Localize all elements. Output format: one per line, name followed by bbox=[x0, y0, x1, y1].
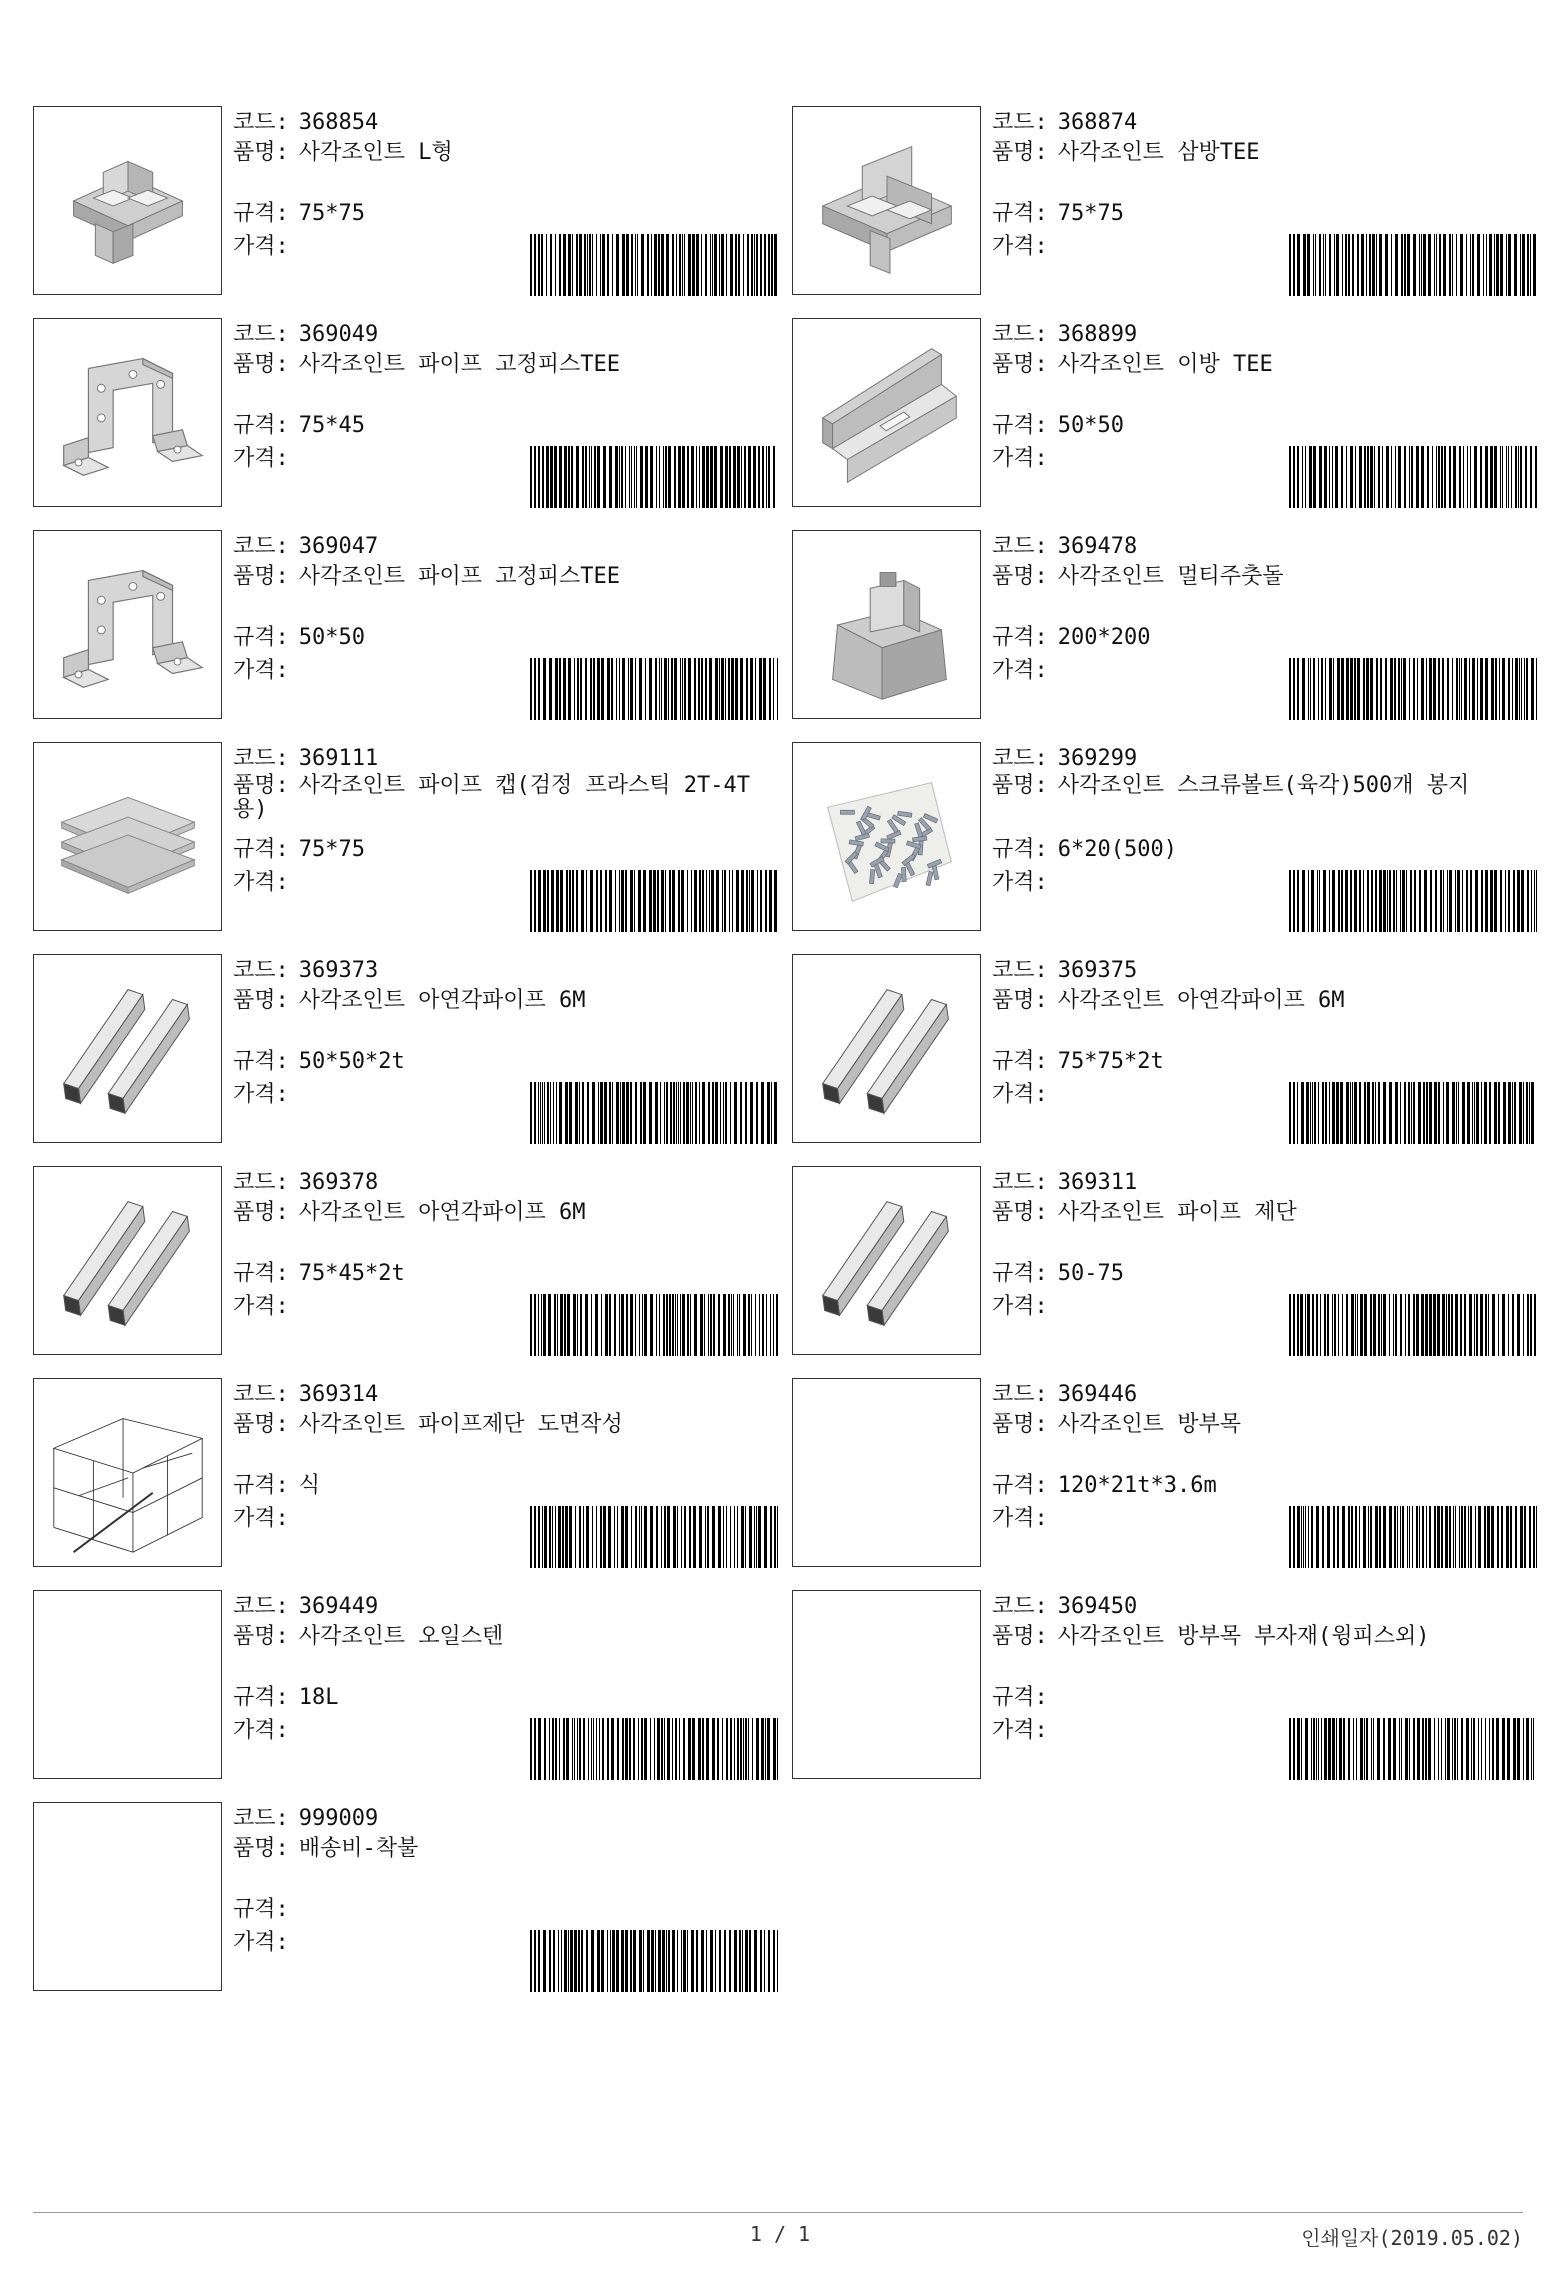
product-name: 사각조인트 방부목 부자재(윙피스외) bbox=[1057, 1624, 1430, 1649]
spec-row bbox=[233, 623, 365, 652]
product-spec: 18L bbox=[298, 1685, 339, 1710]
spec-row bbox=[992, 1471, 1217, 1500]
product-card bbox=[33, 1166, 778, 1358]
code-row bbox=[992, 1380, 1137, 1409]
name-label: 품명: bbox=[233, 773, 289, 798]
product-code: 999009 bbox=[298, 1806, 379, 1831]
product-card bbox=[792, 530, 1537, 722]
name-row bbox=[233, 1198, 778, 1227]
price-label: 가격: bbox=[233, 1294, 289, 1319]
name-row bbox=[233, 774, 778, 822]
spec-label: 규격: bbox=[233, 1261, 289, 1286]
spec-row bbox=[233, 835, 365, 864]
code-row bbox=[233, 320, 378, 349]
product-name: 사각조인트 스크류볼트(육각)500개 봉지 bbox=[1057, 773, 1470, 798]
product-thumbnail bbox=[33, 1378, 222, 1567]
spec-row bbox=[992, 1259, 1124, 1288]
name-label: 품명: bbox=[992, 1412, 1048, 1437]
spec-row bbox=[992, 1047, 1164, 1076]
product-code: 368899 bbox=[1057, 322, 1138, 347]
code-label: 코드: bbox=[992, 1170, 1048, 1195]
page-number: 1 / 1 bbox=[749, 2222, 811, 2246]
code-label: 코드: bbox=[233, 1382, 289, 1407]
product-thumbnail bbox=[792, 106, 981, 295]
code-row bbox=[992, 1168, 1137, 1197]
product-spec: 50*50 bbox=[1057, 413, 1124, 438]
product-name: 배송비-착불 bbox=[298, 1836, 419, 1861]
product-spec: 50-75 bbox=[1057, 1261, 1124, 1286]
product-spec: 120*21t*3.6m bbox=[1057, 1473, 1217, 1498]
name-row bbox=[992, 774, 1537, 798]
product-spec: 75*75 bbox=[298, 201, 365, 226]
spec-label: 규격: bbox=[233, 1685, 289, 1710]
price-label: 가격: bbox=[992, 870, 1048, 895]
barcode bbox=[530, 870, 778, 932]
barcode bbox=[1289, 1506, 1537, 1568]
product-code: 369446 bbox=[1057, 1382, 1138, 1407]
spec-label: 규격: bbox=[233, 837, 289, 862]
product-card bbox=[33, 1378, 778, 1570]
product-name: 사각조인트 오일스텐 bbox=[298, 1624, 504, 1649]
name-row bbox=[233, 138, 778, 167]
code-row bbox=[992, 532, 1137, 561]
name-row bbox=[233, 986, 778, 1015]
product-name: 사각조인트 파이프 고정피스TEE bbox=[298, 564, 621, 589]
product-card bbox=[792, 1378, 1537, 1570]
barcode bbox=[530, 234, 778, 296]
product-card bbox=[33, 954, 778, 1146]
price-row bbox=[992, 232, 1058, 261]
barcode bbox=[530, 1930, 778, 1992]
product-code: 369375 bbox=[1057, 958, 1138, 983]
barcode bbox=[1289, 234, 1537, 296]
name-row bbox=[992, 986, 1537, 1015]
name-row bbox=[233, 1410, 778, 1439]
name-row bbox=[233, 350, 778, 379]
product-spec: 200*200 bbox=[1057, 625, 1151, 650]
spec-row bbox=[992, 623, 1150, 652]
name-label: 품명: bbox=[992, 564, 1048, 589]
code-label: 코드: bbox=[233, 1806, 289, 1831]
price-row bbox=[233, 868, 299, 897]
spec-row bbox=[233, 1471, 320, 1500]
spec-label: 규격: bbox=[992, 201, 1048, 226]
product-thumbnail bbox=[33, 106, 222, 295]
product-name: 사각조인트 파이프 캡(검정 프라스틱 2T-4T용) bbox=[233, 773, 750, 822]
spec-label: 규격: bbox=[233, 1897, 289, 1922]
code-row bbox=[233, 108, 378, 137]
code-label: 코드: bbox=[992, 1382, 1048, 1407]
product-thumbnail bbox=[33, 742, 222, 931]
code-row bbox=[992, 108, 1137, 137]
code-row bbox=[233, 744, 378, 773]
product-thumbnail bbox=[33, 954, 222, 1143]
price-label: 가격: bbox=[233, 446, 289, 471]
price-label: 가격: bbox=[992, 1294, 1048, 1319]
square-pipe-icon bbox=[34, 955, 221, 1142]
barcode bbox=[1289, 658, 1537, 720]
fixing-clip-icon bbox=[34, 531, 221, 718]
spec-row bbox=[992, 835, 1177, 864]
price-label: 가격: bbox=[233, 1506, 289, 1531]
barcode bbox=[1289, 1082, 1537, 1144]
product-name: 사각조인트 파이프 고정피스TEE bbox=[298, 352, 621, 377]
barcode bbox=[530, 1718, 778, 1780]
name-row bbox=[233, 1834, 778, 1863]
price-label: 가격: bbox=[992, 1506, 1048, 1531]
code-row bbox=[992, 956, 1137, 985]
code-label: 코드: bbox=[233, 110, 289, 135]
code-row bbox=[992, 320, 1137, 349]
spec-label: 규격: bbox=[233, 413, 289, 438]
name-label: 품명: bbox=[233, 1412, 289, 1437]
product-spec: 50*50*2t bbox=[298, 1049, 405, 1074]
spec-label: 규격: bbox=[233, 1049, 289, 1074]
name-label: 품명: bbox=[992, 773, 1048, 798]
code-row bbox=[233, 1380, 378, 1409]
spec-label: 규격: bbox=[992, 1261, 1048, 1286]
spec-label: 규격: bbox=[992, 413, 1048, 438]
product-thumbnail bbox=[792, 530, 981, 719]
code-row bbox=[233, 1804, 378, 1833]
product-thumbnail bbox=[792, 318, 981, 507]
barcode bbox=[530, 658, 778, 720]
product-thumbnail bbox=[33, 1802, 222, 1991]
price-row bbox=[233, 444, 299, 473]
product-card bbox=[33, 318, 778, 510]
product-spec: 50*50 bbox=[298, 625, 365, 650]
product-code: 369047 bbox=[298, 534, 379, 559]
price-row bbox=[992, 868, 1058, 897]
name-row bbox=[992, 1622, 1537, 1651]
spec-label: 규격: bbox=[992, 1473, 1048, 1498]
spec-label: 규격: bbox=[992, 625, 1048, 650]
spec-row bbox=[992, 411, 1124, 440]
price-label: 가격: bbox=[992, 1718, 1048, 1743]
product-thumbnail bbox=[792, 1378, 981, 1567]
price-row bbox=[233, 1928, 299, 1957]
product-name: 사각조인트 삼방TEE bbox=[1057, 140, 1260, 165]
spec-row bbox=[233, 1259, 405, 1288]
code-label: 코드: bbox=[992, 1594, 1048, 1619]
name-label: 품명: bbox=[233, 352, 289, 377]
name-row bbox=[992, 562, 1537, 591]
square-pipe-icon bbox=[793, 1167, 980, 1354]
barcode bbox=[1289, 1718, 1537, 1780]
price-label: 가격: bbox=[233, 658, 289, 683]
product-thumbnail bbox=[792, 1590, 981, 1779]
footer-divider bbox=[33, 2212, 1523, 2213]
product-name: 사각조인트 아연각파이프 6M bbox=[1057, 988, 1345, 1013]
price-row bbox=[233, 1504, 299, 1533]
code-label: 코드: bbox=[992, 534, 1048, 559]
product-code: 368854 bbox=[298, 110, 379, 135]
price-row bbox=[992, 1716, 1058, 1745]
name-label: 품명: bbox=[233, 1200, 289, 1225]
name-label: 품명: bbox=[233, 1836, 289, 1861]
name-label: 품명: bbox=[233, 988, 289, 1013]
price-label: 가격: bbox=[233, 1718, 289, 1743]
product-code: 369449 bbox=[298, 1594, 379, 1619]
product-code: 369049 bbox=[298, 322, 379, 347]
price-row bbox=[992, 1504, 1058, 1533]
product-card bbox=[792, 954, 1537, 1146]
code-label: 코드: bbox=[233, 322, 289, 347]
product-spec: 75*45*2t bbox=[298, 1261, 405, 1286]
spec-row bbox=[233, 199, 365, 228]
code-row bbox=[233, 1168, 378, 1197]
barcode bbox=[530, 1294, 778, 1356]
spec-label: 규격: bbox=[992, 1049, 1048, 1074]
product-name: 사각조인트 파이프제단 도면작성 bbox=[298, 1412, 623, 1437]
price-label: 가격: bbox=[233, 234, 289, 259]
product-card bbox=[792, 1590, 1537, 1782]
price-row bbox=[233, 656, 299, 685]
name-row bbox=[992, 138, 1537, 167]
barcode bbox=[530, 1082, 778, 1144]
product-name: 사각조인트 아연각파이프 6M bbox=[298, 988, 586, 1013]
spec-label: 규격: bbox=[992, 1685, 1048, 1710]
price-row bbox=[992, 444, 1058, 473]
product-code: 368874 bbox=[1057, 110, 1138, 135]
price-row bbox=[992, 1292, 1058, 1321]
footing-block-icon bbox=[793, 531, 980, 718]
spec-label: 규격: bbox=[992, 837, 1048, 862]
channel-icon bbox=[793, 319, 980, 506]
product-card bbox=[792, 1166, 1537, 1358]
product-card bbox=[33, 1802, 778, 1994]
square-pipe-icon bbox=[34, 1167, 221, 1354]
code-row bbox=[992, 744, 1137, 773]
product-name: 사각조인트 이방 TEE bbox=[1057, 352, 1273, 377]
product-card bbox=[792, 318, 1537, 510]
price-row bbox=[992, 656, 1058, 685]
code-row bbox=[992, 1592, 1137, 1621]
barcode bbox=[1289, 870, 1537, 932]
barcode bbox=[1289, 446, 1537, 508]
price-label: 가격: bbox=[992, 1082, 1048, 1107]
price-row bbox=[233, 1292, 299, 1321]
price-label: 가격: bbox=[992, 234, 1048, 259]
code-row bbox=[233, 532, 378, 561]
product-name: 사각조인트 방부목 bbox=[1057, 1412, 1242, 1437]
name-row bbox=[992, 1198, 1537, 1227]
product-name: 사각조인트 아연각파이프 6M bbox=[298, 1200, 586, 1225]
name-row bbox=[233, 562, 778, 591]
code-label: 코드: bbox=[233, 958, 289, 983]
price-label: 가격: bbox=[992, 446, 1048, 471]
product-card bbox=[792, 742, 1537, 934]
code-label: 코드: bbox=[233, 746, 289, 771]
frame-drawing-icon bbox=[34, 1379, 221, 1566]
name-label: 품명: bbox=[992, 352, 1048, 377]
spec-label: 규격: bbox=[233, 625, 289, 650]
price-row bbox=[233, 1716, 299, 1745]
product-name: 사각조인트 파이프 제단 bbox=[1057, 1200, 1297, 1225]
product-code: 369450 bbox=[1057, 1594, 1138, 1619]
cap-plates-icon bbox=[34, 743, 221, 930]
product-card bbox=[33, 530, 778, 722]
price-row bbox=[992, 1080, 1058, 1109]
square-pipe-icon bbox=[793, 955, 980, 1142]
price-row bbox=[233, 1080, 299, 1109]
bracket-tee-icon bbox=[793, 107, 980, 294]
code-label: 코드: bbox=[992, 958, 1048, 983]
name-label: 품명: bbox=[992, 1200, 1048, 1225]
product-thumbnail bbox=[792, 1166, 981, 1355]
spec-row bbox=[992, 1683, 1058, 1712]
code-label: 코드: bbox=[233, 1594, 289, 1619]
product-code: 369373 bbox=[298, 958, 379, 983]
name-label: 품명: bbox=[233, 1624, 289, 1649]
price-label: 가격: bbox=[233, 1082, 289, 1107]
product-thumbnail bbox=[33, 530, 222, 719]
spec-row bbox=[233, 1683, 339, 1712]
product-thumbnail bbox=[33, 318, 222, 507]
product-thumbnail bbox=[33, 1590, 222, 1779]
name-label: 품명: bbox=[233, 140, 289, 165]
barcode bbox=[530, 446, 778, 508]
spec-label: 규격: bbox=[233, 201, 289, 226]
product-spec: 75*45 bbox=[298, 413, 365, 438]
spec-row bbox=[992, 199, 1124, 228]
name-label: 품명: bbox=[992, 140, 1048, 165]
code-label: 코드: bbox=[992, 746, 1048, 771]
product-code: 369311 bbox=[1057, 1170, 1138, 1195]
price-label: 가격: bbox=[233, 870, 289, 895]
product-spec: 75*75*2t bbox=[1057, 1049, 1164, 1074]
product-spec: 식 bbox=[298, 1473, 321, 1498]
product-card bbox=[33, 106, 778, 298]
product-thumbnail bbox=[792, 954, 981, 1143]
barcode bbox=[530, 1506, 778, 1568]
product-code: 369314 bbox=[298, 1382, 379, 1407]
product-spec: 75*75 bbox=[1057, 201, 1124, 226]
code-label: 코드: bbox=[992, 110, 1048, 135]
product-thumbnail bbox=[33, 1166, 222, 1355]
product-card bbox=[792, 106, 1537, 298]
spec-label: 규격: bbox=[233, 1473, 289, 1498]
spec-row bbox=[233, 411, 365, 440]
bracket-l-icon bbox=[34, 107, 221, 294]
code-row bbox=[233, 1592, 378, 1621]
name-row bbox=[992, 350, 1537, 379]
name-label: 품명: bbox=[233, 564, 289, 589]
product-name: 사각조인트 멀티주춧돌 bbox=[1057, 564, 1284, 589]
code-label: 코드: bbox=[233, 534, 289, 559]
name-label: 품명: bbox=[992, 988, 1048, 1013]
product-code: 369111 bbox=[298, 746, 379, 771]
spec-row bbox=[233, 1047, 405, 1076]
fixing-clip-icon bbox=[34, 319, 221, 506]
name-row bbox=[233, 1622, 778, 1651]
code-label: 코드: bbox=[233, 1170, 289, 1195]
product-code: 369378 bbox=[298, 1170, 379, 1195]
code-row bbox=[233, 956, 378, 985]
product-spec: 6*20(500) bbox=[1057, 837, 1177, 862]
price-row bbox=[233, 232, 299, 261]
code-label: 코드: bbox=[992, 322, 1048, 347]
name-row bbox=[992, 1410, 1537, 1439]
spec-row bbox=[233, 1895, 299, 1924]
product-thumbnail bbox=[792, 742, 981, 931]
price-label: 가격: bbox=[233, 1930, 289, 1955]
product-code: 369478 bbox=[1057, 534, 1138, 559]
product-code: 369299 bbox=[1057, 746, 1138, 771]
screw-bag-icon bbox=[793, 743, 980, 930]
product-card bbox=[33, 1590, 778, 1782]
name-label: 품명: bbox=[992, 1624, 1048, 1649]
product-name: 사각조인트 L형 bbox=[298, 140, 453, 165]
product-card bbox=[33, 742, 778, 934]
barcode bbox=[1289, 1294, 1537, 1356]
product-spec: 75*75 bbox=[298, 837, 365, 862]
print-date: 인쇄일자(2019.05.02) bbox=[1301, 2226, 1523, 2250]
price-label: 가격: bbox=[992, 658, 1048, 683]
